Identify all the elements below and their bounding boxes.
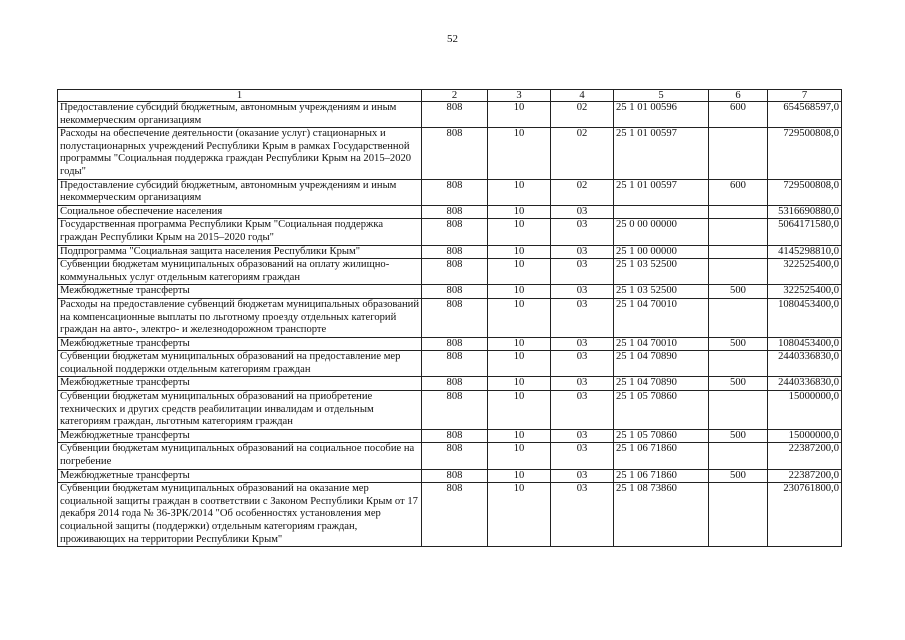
section-code: 10 bbox=[488, 128, 551, 179]
target-article-code: 25 1 08 73860 bbox=[614, 483, 709, 547]
section-code: 10 bbox=[488, 179, 551, 205]
expense-description: Субвенции бюджетам муниципальных образований на социальное пособие на погребение bbox=[58, 443, 422, 469]
section-code: 10 bbox=[488, 429, 551, 443]
expense-description: Подпрограмма "Социальная защита населения Республики Крым" bbox=[58, 245, 422, 259]
expense-type-code bbox=[709, 259, 768, 285]
expense-description: Государственная программа Республики Крым "Социальная поддержка граждан Республики Крым на 2015–2020 годы" bbox=[58, 219, 422, 245]
subsection-code: 03 bbox=[551, 469, 614, 483]
expense-type-code: 500 bbox=[709, 377, 768, 391]
target-article-code bbox=[614, 205, 709, 219]
expense-description: Расходы на предоставление субвенций бюджетам муниципальных образований на компенсационные выплаты по льготному проезду отдельных категорий граждан на авто-, электро- и железнодорожном транспорте bbox=[58, 298, 422, 337]
expense-type-code bbox=[709, 298, 768, 337]
table-row bbox=[58, 102, 842, 128]
target-article-code: 25 1 03 52500 bbox=[614, 259, 709, 285]
section-code: 10 bbox=[488, 337, 551, 351]
table-row bbox=[58, 219, 842, 245]
expense-type-code: 500 bbox=[709, 337, 768, 351]
budget-table bbox=[57, 89, 842, 547]
expense-description: Субвенции бюджетам муниципальных образований на оказание мер социальной защиты граждан в соответствии с Законом Республики Крым от 17 декабря 2014 года № 36-ЗРК/2014 "Об особенностях установления мер социальной защиты (поддержки) отдельным категориям граждан, проживающих на территории Республики Крым" bbox=[58, 483, 422, 547]
subsection-code: 02 bbox=[551, 128, 614, 179]
table-body bbox=[58, 102, 842, 547]
header-col-5: 5 bbox=[614, 90, 709, 102]
subsection-code: 03 bbox=[551, 337, 614, 351]
header-col-4: 4 bbox=[551, 90, 614, 102]
amount: 322525400,0 bbox=[768, 285, 842, 299]
amount: 1080453400,0 bbox=[768, 298, 842, 337]
ministry-code: 808 bbox=[422, 391, 488, 430]
subsection-code: 03 bbox=[551, 429, 614, 443]
table-row bbox=[58, 285, 842, 299]
section-code: 10 bbox=[488, 443, 551, 469]
expense-type-code bbox=[709, 483, 768, 547]
table-row bbox=[58, 351, 842, 377]
target-article-code: 25 1 04 70010 bbox=[614, 298, 709, 337]
amount: 729500808,0 bbox=[768, 179, 842, 205]
amount: 2440336830,0 bbox=[768, 377, 842, 391]
expense-type-code bbox=[709, 219, 768, 245]
table-row bbox=[58, 245, 842, 259]
header-col-1: 1 bbox=[58, 90, 422, 102]
expense-type-code bbox=[709, 245, 768, 259]
subsection-code: 03 bbox=[551, 351, 614, 377]
table-row bbox=[58, 469, 842, 483]
expense-description: Межбюджетные трансферты bbox=[58, 469, 422, 483]
header-col-3: 3 bbox=[488, 90, 551, 102]
table-row bbox=[58, 179, 842, 205]
ministry-code: 808 bbox=[422, 245, 488, 259]
section-code: 10 bbox=[488, 259, 551, 285]
target-article-code: 25 1 04 70890 bbox=[614, 351, 709, 377]
header-col-2: 2 bbox=[422, 90, 488, 102]
section-code: 10 bbox=[488, 391, 551, 430]
expense-description: Расходы на обеспечение деятельности (оказание услуг) стационарных и полустационарных учреждений Республики Крым в рамках Государственной программы "Социальная поддержка граждан Республики Крым на 2015–2020 годы" bbox=[58, 128, 422, 179]
table-row bbox=[58, 337, 842, 351]
ministry-code: 808 bbox=[422, 285, 488, 299]
ministry-code: 808 bbox=[422, 179, 488, 205]
subsection-code: 03 bbox=[551, 377, 614, 391]
header-col-7: 7 bbox=[768, 90, 842, 102]
table-row bbox=[58, 298, 842, 337]
subsection-code: 03 bbox=[551, 443, 614, 469]
expense-description: Субвенции бюджетам муниципальных образований на оплату жилищно-коммунальных услуг отдельным категориям граждан bbox=[58, 259, 422, 285]
table-row bbox=[58, 391, 842, 430]
expense-description: Межбюджетные трансферты bbox=[58, 429, 422, 443]
target-article-code: 25 1 06 71860 bbox=[614, 469, 709, 483]
expense-type-code bbox=[709, 443, 768, 469]
amount: 322525400,0 bbox=[768, 259, 842, 285]
section-code: 10 bbox=[488, 469, 551, 483]
table-row bbox=[58, 259, 842, 285]
amount: 230761800,0 bbox=[768, 483, 842, 547]
expense-description: Предоставление субсидий бюджетным, автономным учреждениям и иным некоммерческим организациям bbox=[58, 179, 422, 205]
expense-type-code: 500 bbox=[709, 429, 768, 443]
section-code: 10 bbox=[488, 245, 551, 259]
amount: 5064171580,0 bbox=[768, 219, 842, 245]
amount: 15000000,0 bbox=[768, 391, 842, 430]
section-code: 10 bbox=[488, 298, 551, 337]
section-code: 10 bbox=[488, 205, 551, 219]
ministry-code: 808 bbox=[422, 298, 488, 337]
section-code: 10 bbox=[488, 285, 551, 299]
expense-type-code bbox=[709, 391, 768, 430]
expense-description: Субвенции бюджетам муниципальных образований на приобретение технических и других средств реабилитации инвалидам и отдельным категориям граждан, льготным категориям граждан bbox=[58, 391, 422, 430]
amount: 729500808,0 bbox=[768, 128, 842, 179]
subsection-code: 02 bbox=[551, 102, 614, 128]
ministry-code: 808 bbox=[422, 219, 488, 245]
ministry-code: 808 bbox=[422, 351, 488, 377]
table-row bbox=[58, 483, 842, 547]
page-number: 52 bbox=[447, 33, 458, 45]
ministry-code: 808 bbox=[422, 205, 488, 219]
subsection-code: 02 bbox=[551, 179, 614, 205]
expense-type-code bbox=[709, 205, 768, 219]
ministry-code: 808 bbox=[422, 443, 488, 469]
target-article-code: 25 1 06 71860 bbox=[614, 443, 709, 469]
section-code: 10 bbox=[488, 219, 551, 245]
amount: 2440336830,0 bbox=[768, 351, 842, 377]
table-row bbox=[58, 128, 842, 179]
subsection-code: 03 bbox=[551, 285, 614, 299]
expense-description: Социальное обеспечение населения bbox=[58, 205, 422, 219]
ministry-code: 808 bbox=[422, 259, 488, 285]
expense-type-code: 500 bbox=[709, 469, 768, 483]
expense-type-code bbox=[709, 128, 768, 179]
ministry-code: 808 bbox=[422, 483, 488, 547]
target-article-code: 25 1 04 70890 bbox=[614, 377, 709, 391]
ministry-code: 808 bbox=[422, 128, 488, 179]
target-article-code: 25 0 00 00000 bbox=[614, 219, 709, 245]
amount: 22387200,0 bbox=[768, 443, 842, 469]
subsection-code: 03 bbox=[551, 391, 614, 430]
amount: 22387200,0 bbox=[768, 469, 842, 483]
expense-description: Межбюджетные трансферты bbox=[58, 377, 422, 391]
amount: 15000000,0 bbox=[768, 429, 842, 443]
target-article-code: 25 1 03 52500 bbox=[614, 285, 709, 299]
table-row bbox=[58, 377, 842, 391]
expense-type-code: 600 bbox=[709, 179, 768, 205]
amount: 5316690880,0 bbox=[768, 205, 842, 219]
target-article-code: 25 1 00 00000 bbox=[614, 245, 709, 259]
subsection-code: 03 bbox=[551, 205, 614, 219]
table-row bbox=[58, 205, 842, 219]
expense-description: Межбюджетные трансферты bbox=[58, 285, 422, 299]
section-code: 10 bbox=[488, 483, 551, 547]
subsection-code: 03 bbox=[551, 298, 614, 337]
expense-type-code bbox=[709, 351, 768, 377]
section-code: 10 bbox=[488, 351, 551, 377]
amount: 1080453400,0 bbox=[768, 337, 842, 351]
subsection-code: 03 bbox=[551, 219, 614, 245]
expense-description: Субвенции бюджетам муниципальных образований на предоставление мер социальной поддержки отдельным категориям граждан bbox=[58, 351, 422, 377]
amount: 4145298810,0 bbox=[768, 245, 842, 259]
target-article-code: 25 1 01 00597 bbox=[614, 179, 709, 205]
subsection-code: 03 bbox=[551, 483, 614, 547]
table-row bbox=[58, 443, 842, 469]
amount: 654568597,0 bbox=[768, 102, 842, 128]
table-row bbox=[58, 429, 842, 443]
expense-type-code: 500 bbox=[709, 285, 768, 299]
ministry-code: 808 bbox=[422, 337, 488, 351]
ministry-code: 808 bbox=[422, 102, 488, 128]
section-code: 10 bbox=[488, 377, 551, 391]
section-code: 10 bbox=[488, 102, 551, 128]
target-article-code: 25 1 05 70860 bbox=[614, 429, 709, 443]
subsection-code: 03 bbox=[551, 259, 614, 285]
ministry-code: 808 bbox=[422, 377, 488, 391]
target-article-code: 25 1 01 00597 bbox=[614, 128, 709, 179]
target-article-code: 25 1 04 70010 bbox=[614, 337, 709, 351]
ministry-code: 808 bbox=[422, 429, 488, 443]
target-article-code: 25 1 05 70860 bbox=[614, 391, 709, 430]
target-article-code: 25 1 01 00596 bbox=[614, 102, 709, 128]
subsection-code: 03 bbox=[551, 245, 614, 259]
expense-description: Межбюджетные трансферты bbox=[58, 337, 422, 351]
header-row bbox=[58, 90, 842, 102]
expense-type-code: 600 bbox=[709, 102, 768, 128]
ministry-code: 808 bbox=[422, 469, 488, 483]
header-col-6: 6 bbox=[709, 90, 768, 102]
expense-description: Предоставление субсидий бюджетным, автономным учреждениям и иным некоммерческим организациям bbox=[58, 102, 422, 128]
